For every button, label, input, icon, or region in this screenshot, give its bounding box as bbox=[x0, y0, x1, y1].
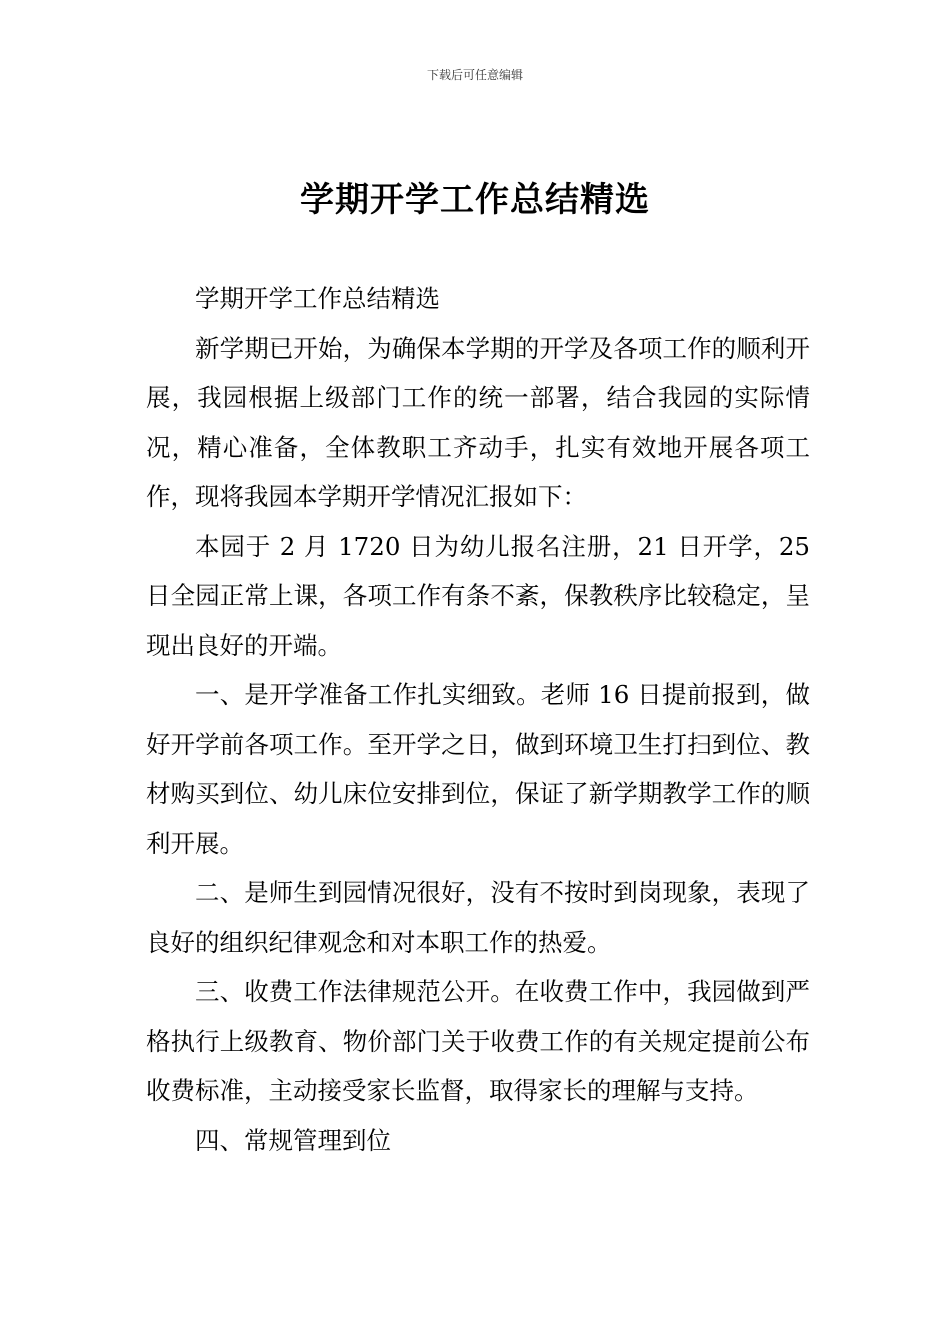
paragraph-registration: 本园于 2 月 1720 日为幼儿报名注册，21 日开学，25 日全园正常上课，各项工作有条不紊，保教秩序比较稳定，呈现出良好的开端。 bbox=[146, 531, 810, 660]
paragraph-subtitle: 学期开学工作总结精选 bbox=[195, 284, 440, 313]
document-body bbox=[146, 274, 810, 1165]
paragraph-item-three: 三、收费工作法律规范公开。在收费工作中，我园做到严格执行上级教育、物价部门关于收费工作的有关规定提前公布收费标准，主动接受家长监督，取得家长的理解与支持。 bbox=[146, 977, 810, 1105]
paragraph-item-two: 二、是师生到园情况很好，没有不按时到岗现象，表现了良好的组织纪律观念和对本职工作的热爱。 bbox=[146, 878, 810, 957]
paragraph-item-four: 四、常规管理到位 bbox=[195, 1125, 391, 1155]
paragraph-intro: 新学期已开始，为确保本学期的开学及各项工作的顺利开展，我园根据上级部门工作的统一部署，结合我园的实际情况，精心准备，全体教职工齐动手，扎实有效地开展各项工作，现将我园本学期开学情况汇报如下： bbox=[146, 333, 810, 511]
paragraph-item-one: 一、是开学准备工作扎实细致。老师 16 日提前报到，做好开学前各项工作。至开学之日，做到环境卫生打扫到位、教材购买到位、幼儿床位安排到位，保证了新学期教学工作的顺利开展。 bbox=[146, 680, 810, 858]
document-title: 学期开学工作总结精选 bbox=[300, 180, 650, 220]
page-header-note: 下载后可任意编辑 bbox=[426, 68, 523, 82]
